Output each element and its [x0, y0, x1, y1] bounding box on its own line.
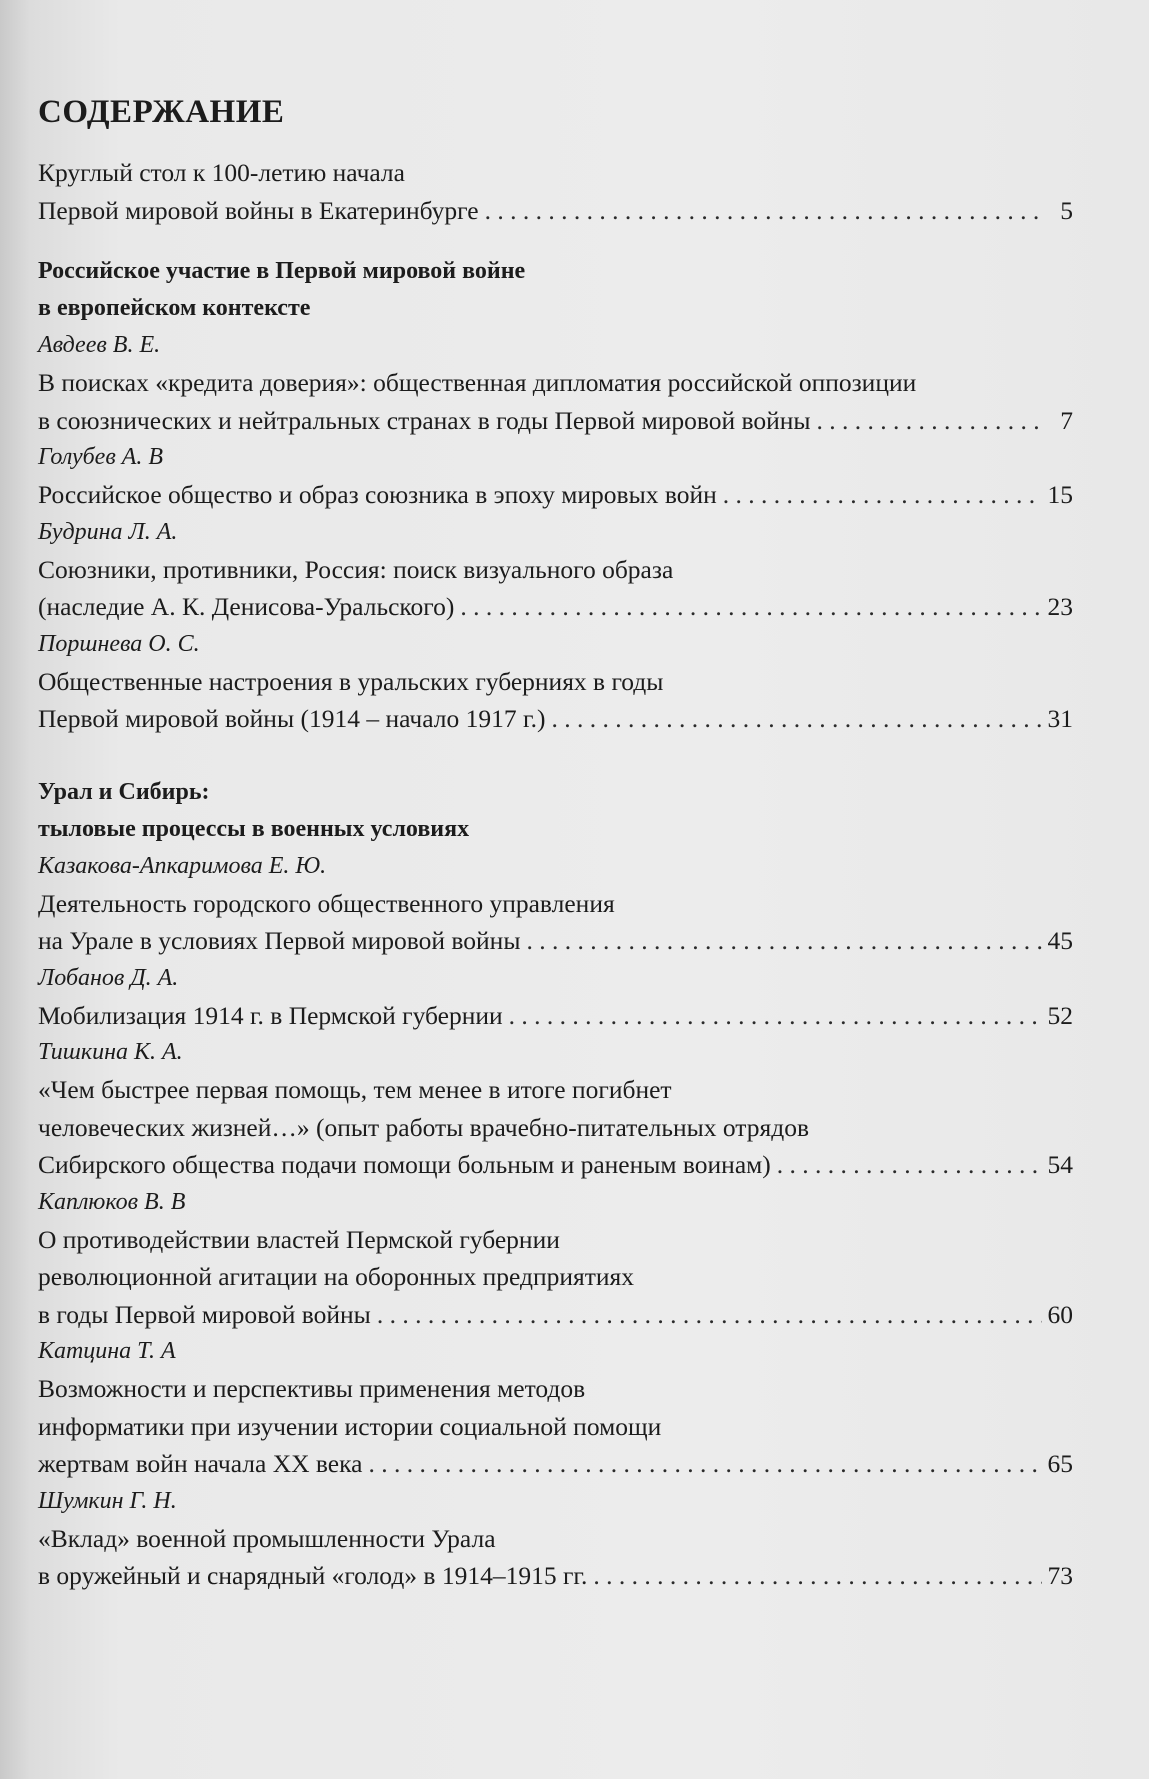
entry-author: Поршнева О. С.: [38, 630, 200, 657]
toc-entry: [38, 514, 1073, 626]
dot-leader: [368, 1445, 1041, 1483]
dot-leader: [509, 997, 1042, 1035]
page-number: 52: [1047, 1000, 1073, 1030]
section-heading-line: Российское участие в Первой мировой войне: [38, 258, 526, 284]
entry-title-line: человеческих жизней…» (опыт работы врачебно-питательных отрядов: [38, 1112, 810, 1142]
entry-title-text: Мобилизация 1914 г. в Пермской губернии: [38, 1000, 503, 1030]
section-heading-line: тыловые процессы в военных условиях: [38, 815, 470, 842]
entry-title-line: О противодействии властей Пермской губернии: [38, 1224, 560, 1254]
page-number: 45: [1047, 926, 1073, 955]
dot-leader: [777, 1146, 1042, 1184]
entry-author: Катцина Т. А: [38, 1338, 176, 1364]
entry-title-last-line: [38, 997, 1073, 1035]
dot-leader: [485, 192, 1045, 230]
entry-title-line: информатики при изучении истории социальной помощи: [38, 1411, 662, 1441]
page-number: 7: [1060, 405, 1073, 435]
entry-title-last-line: [38, 1296, 1073, 1334]
toc-entry: [38, 1034, 1073, 1184]
entry-title-text: жертвам войн начала XX века: [38, 1449, 363, 1478]
entry-title-line: Деятельность городского общественного управления: [38, 888, 615, 918]
entry-title-line: Круглый стол к 100-летию начала: [38, 158, 405, 187]
dot-leader: [723, 476, 1042, 514]
section-heading-line: Урал и Сибирь:: [38, 778, 210, 805]
entry-title-last-line: [38, 922, 1073, 960]
dot-leader: [377, 1296, 1042, 1334]
entry-title-text: Сибирского общества подачи помощи больным и раненым воинам): [38, 1150, 771, 1179]
entry-title-last-line: [38, 192, 1073, 230]
entry-author: Шумкин Г. Н.: [38, 1487, 177, 1514]
toc-entry: [38, 1483, 1073, 1595]
section-heading-2: [38, 774, 1073, 848]
entry-author: Голубев А. В: [38, 444, 164, 470]
page-number: 54: [1047, 1150, 1073, 1179]
entry-title-text: Российское общество и образ союзника в эпоху мировых войн: [38, 480, 717, 509]
page-number: 31: [1047, 704, 1073, 733]
entry-title-last-line: [38, 588, 1073, 626]
entry-title-text: в оружейный и снарядный «голод» в 1914–1915 гг.: [38, 1561, 588, 1590]
dot-leader: [460, 588, 1041, 626]
page-number: 60: [1047, 1299, 1073, 1329]
entry-title-text: в годы Первой мировой войны: [38, 1299, 371, 1329]
toc-entry: [38, 1333, 1073, 1483]
entry-title-text: в союзнических и нейтральных странах в годы Первой мировой войны: [38, 405, 811, 435]
entry-title-line: Возможности и перспективы применения методов: [38, 1374, 586, 1403]
entry-title-line: В поисках «кредита доверия»: общественная дипломатия российской оппозиции: [38, 368, 917, 397]
toc-entry: [38, 1184, 1073, 1334]
page-number: 23: [1047, 592, 1073, 621]
entry-title-last-line: [38, 1146, 1073, 1184]
entry-title-line: Союзники, противники, Россия: поиск визуального образа: [38, 554, 674, 584]
entry-author: Каплюков В. В: [38, 1188, 186, 1215]
entry-title-last-line: [38, 476, 1073, 514]
dot-leader: [817, 402, 1045, 440]
entry-title-last-line: [38, 700, 1073, 738]
dot-leader: [526, 922, 1041, 960]
entry-author: Казакова-Апкаримова Е. Ю.: [38, 852, 327, 879]
entry-author: Будрина Л. А.: [38, 518, 178, 545]
entry-title-text: Первой мировой войны (1914 – начало 1917 г.): [38, 704, 546, 733]
entry-title-last-line: [38, 1557, 1073, 1595]
section-heading-line: в европейском контексте: [38, 295, 311, 321]
section-heading-1: [38, 253, 1073, 327]
entry-title-last-line: [38, 1445, 1073, 1483]
entry-title-text: Первой мировой войны в Екатеринбурге: [38, 195, 479, 225]
entry-title-line: Общественные настроения в уральских губерниях в годы: [38, 666, 664, 696]
dot-leader: [551, 700, 1041, 738]
page-number: 65: [1047, 1449, 1073, 1478]
page-number: 5: [1060, 195, 1073, 225]
page-number: 73: [1047, 1561, 1073, 1590]
entry-title-line: «Чем быстрее первая помощь, тем менее в итоге погибнет: [38, 1075, 672, 1104]
entry-author: Тишкина К. А.: [38, 1039, 183, 1065]
section-1-items: [38, 327, 1073, 738]
entry-title-text: на Урале в условиях Первой мировой войны: [38, 926, 521, 955]
toc-entry: [38, 960, 1073, 1035]
toc-entry: [38, 154, 1073, 229]
toc-entry: [38, 439, 1073, 514]
entry-title-line: «Вклад» военной промышленности Урала: [38, 1523, 496, 1553]
toc-entry: [38, 848, 1073, 960]
entry-title-last-line: [38, 402, 1073, 440]
intro-entries: [38, 154, 1073, 229]
entry-title-line: революционной агитации на оборонных предприятиях: [38, 1262, 635, 1291]
dot-leader: [593, 1557, 1041, 1595]
page-number: 15: [1047, 480, 1073, 509]
entry-author: Авдеев В. Е.: [38, 332, 161, 358]
toc-page: [38, 92, 1073, 1595]
entry-author: Лобанов Д. А.: [38, 964, 179, 991]
section-2-items: [38, 848, 1073, 1595]
toc-entry: [38, 626, 1073, 738]
page-title: СОДЕРЖАНИЕ: [38, 94, 285, 130]
entry-title-text: (наследие А. К. Денисова-Уральского): [38, 592, 455, 621]
toc-entry: [38, 327, 1073, 439]
